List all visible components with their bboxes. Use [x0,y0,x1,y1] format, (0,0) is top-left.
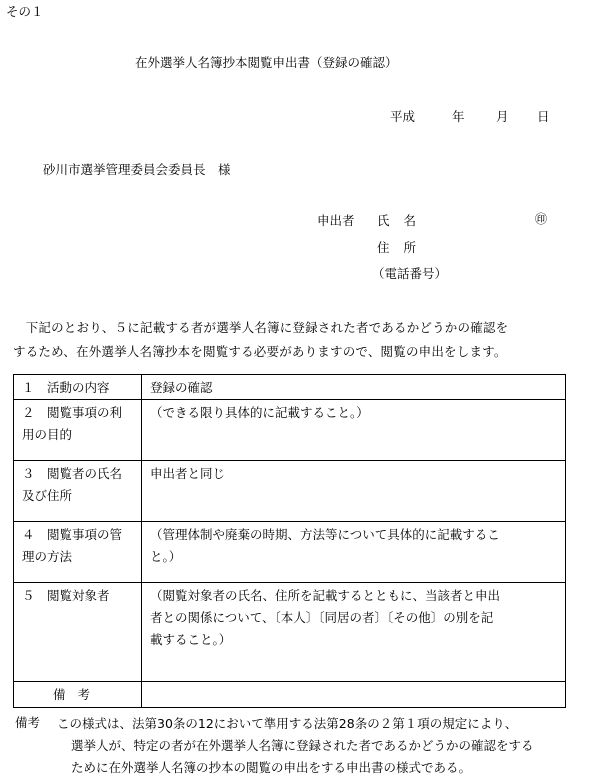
table-row [14,583,566,682]
remarks-heading: 備考 [15,715,41,730]
table-row [14,682,566,708]
row-value-viewer: 申出者と同じ [142,461,566,522]
row-value-purpose: （できる限り具体的に記載すること。） [142,400,566,461]
remarks-text: この様式は、法第30条の12において準用する法第28条の２第１項の規定により、 選挙人が、特定の者が在外選挙人名簿に登録された者であるかどうかの確認をする ために在外選挙人名簿の抄本の閲覧の申出をする申出書の様式である。 [57,716,534,775]
row-label-subjects: ５ 閲覧対象者 [14,583,142,682]
applicant-tel-label: （電話番号） [372,266,448,281]
applicant-label: 申出者 [317,213,355,228]
row-value-notes [142,682,566,708]
table-row [14,461,566,522]
document-title: 在外選挙人名簿抄本閲覧申出書（登録の確認） [135,55,398,70]
request-statement: 下記のとおり、５に記載する者が選挙人名簿に登録された者であるかどうかの確認を するため、在外選挙人名簿抄本を閲覧する必要がありますので、閲覧の申出をします。 [13,320,509,359]
sheet-number: その１ [6,4,44,19]
table-row [14,522,566,583]
row-label-purpose: ２ 閲覧事項の利 用の目的 [14,400,142,461]
seal-mark: ㊞ [535,212,548,226]
date-day-label: 日 [537,109,550,124]
date-year-label: 年 [452,109,465,124]
row-label-management: ４ 閲覧事項の管 理の方法 [14,522,142,583]
row-value-activity: 登録の確認 [142,375,566,400]
date-month-label: 月 [496,109,509,124]
row-value-management: （管理体制や廃棄の時期、方法等について具体的に記載するこ と。） [142,522,566,583]
row-label-viewer: ３ 閲覧者の氏名 及び住所 [14,461,142,522]
row-label-activity: １ 活動の内容 [14,375,142,400]
row-value-subjects: （閲覧対象者の氏名、住所を記載するとともに、当該者と申出 者との関係について、〔本人〕〔同居の者〕〔その他〕の別を記 載すること。） [142,583,566,682]
applicant-name-label: 氏名 [377,213,431,228]
request-form-table [13,374,566,708]
date-era: 平成 [390,109,416,124]
table-row [14,400,566,461]
table-row [14,375,566,400]
applicant-address-label: 住所 [377,240,431,255]
addressee: 砂川市選挙管理委員会委員長 様 [43,162,231,177]
row-label-notes: 備考 [14,682,142,708]
